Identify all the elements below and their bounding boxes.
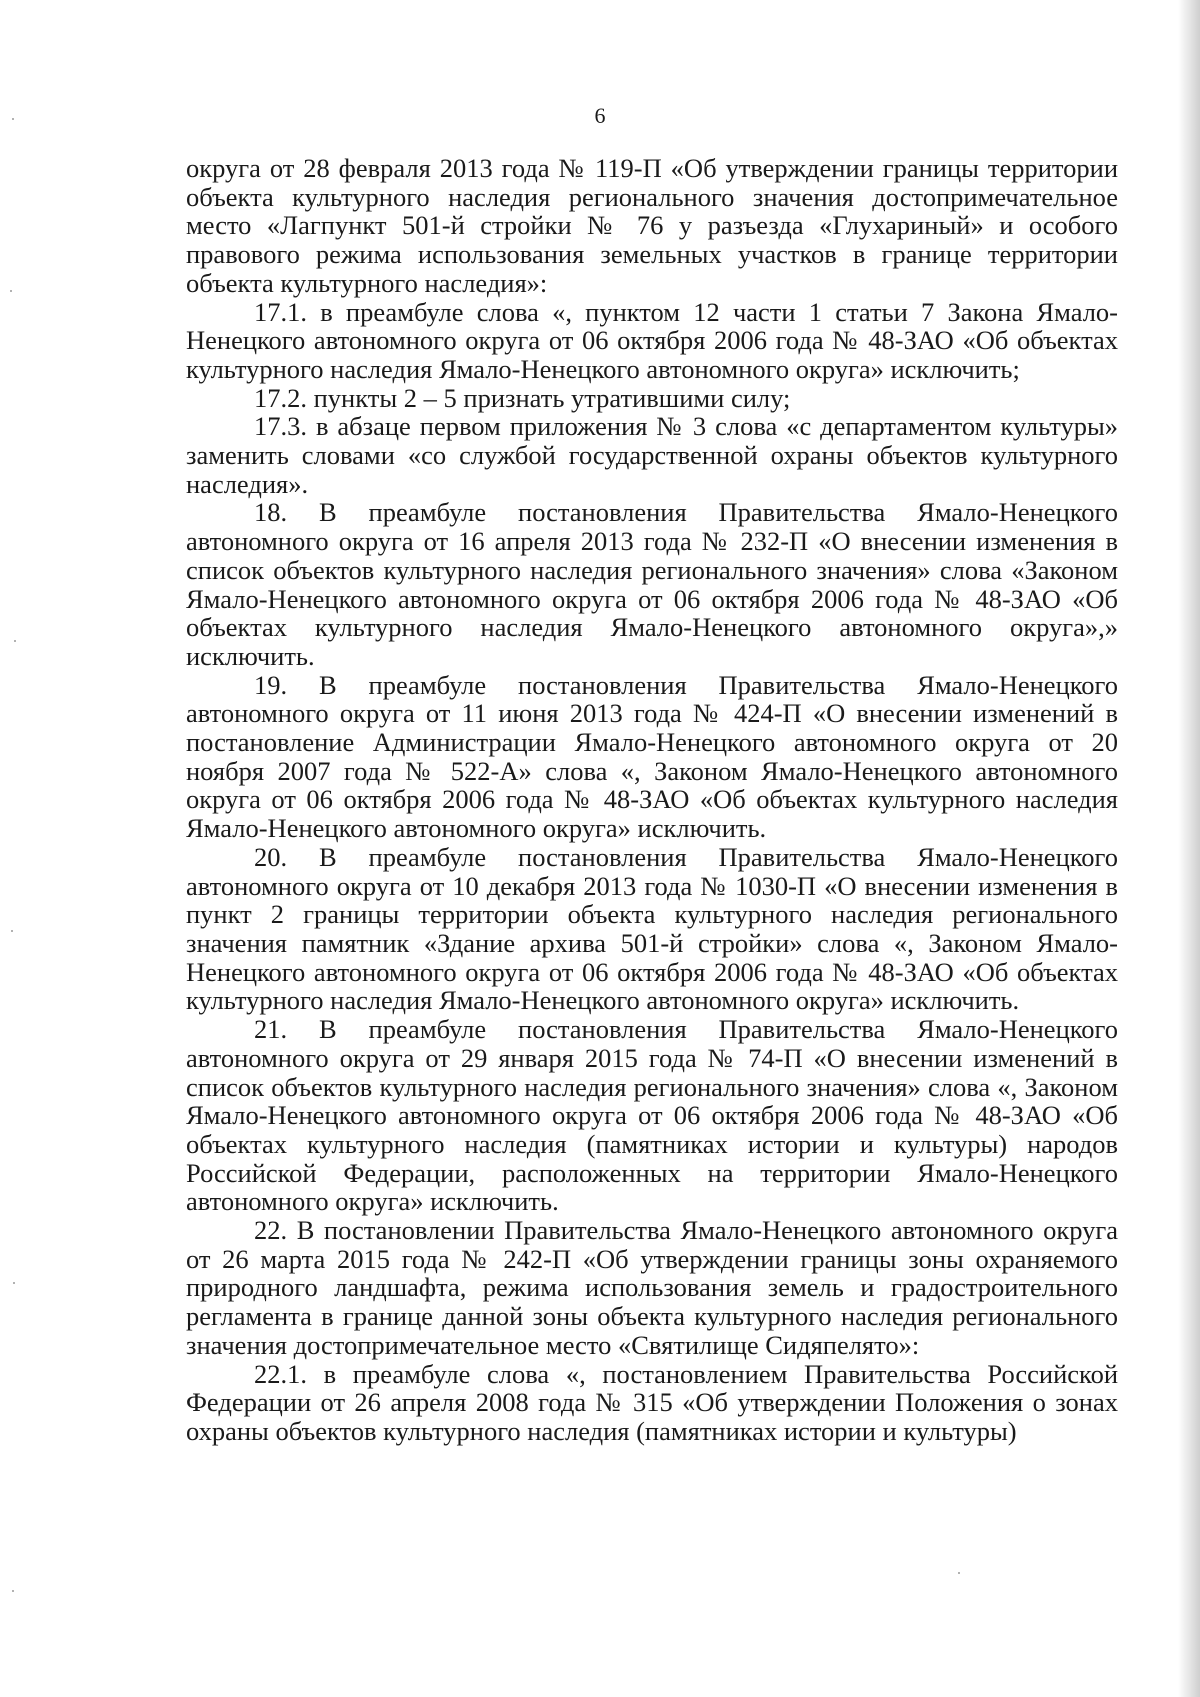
scan-speck — [958, 1572, 960, 1574]
scan-speck — [11, 930, 13, 932]
scan-speck — [14, 640, 16, 642]
paragraph-19: 19. В преамбуле постановления Правительства Ямало-Ненецкого автономного округа от 11 июня 2013 года № 424-П «О внесении изменений в постановление Администрации Ямало-Ненецкого автономного округа от 20 ноября 2007 года № 522-А» слова «, Законом Ямало-Ненецкого автономного округа от 06 октября 2006 года № 48-ЗАО «Об объектах культурного наследия Ямало-Ненецкого автономного округа» исключить. — [186, 669, 1118, 844]
paragraph-17-1: 17.1. в преамбуле слова «, пунктом 12 части 1 статьи 7 Закона Ямало-Ненецкого автономного округа от 06 октября 2006 года № 48-ЗАО «Об объектах культурного наследия Ямало-Ненецкого автономного округа» исключить; — [186, 296, 1118, 384]
paragraph-22: 22. В постановлении Правительства Ямало-Ненецкого автономного округа от 26 марта 2015 года № 242-П «Об утверждении границы зоны охраняемого природного ландшафта, режима использования земель и градостроительного регламента в границе данной зоны объекта культурного наследия регионального значения достопримечательное место «Святилище Сидяпелято»: — [186, 1215, 1118, 1360]
paragraph-17-2: 17.2. пункты 2 – 5 признать утратившими силу; — [254, 382, 791, 413]
scan-speck — [13, 1282, 15, 1284]
paragraph-20: 20. В преамбуле постановления Правительства Ямало-Ненецкого автономного округа от 10 декабря 2013 года № 1030-П «О внесении изменения в пункт 2 границы территории объекта культурного наследия регионального значения памятник «Здание архива 501-й стройки» слова «, Законом Ямало-Ненецкого автономного округа от 06 октября 2006 года № 48-ЗАО «Об объектах культурного наследия Ямало-Ненецкого автономного округа» исключить. — [186, 841, 1118, 1016]
paragraph-17-3: 17.3. в абзаце первом приложения № 3 слова «с департаментом культуры» заменить словами «со службой государственной охраны объектов культурного наследия». — [186, 411, 1118, 499]
page-number: 6 — [594, 103, 606, 128]
document-body — [186, 154, 1118, 1446]
scan-edge-shadow — [1178, 0, 1200, 1697]
scan-speck — [10, 290, 12, 292]
paragraph-21: 21. В преамбуле постановления Правительства Ямало-Ненецкого автономного округа от 29 января 2015 года № 74-П «О внесении изменений в список объектов культурного наследия регионального значения» слова «, Законом Ямало-Ненецкого автономного округа от 06 октября 2006 года № 48-ЗАО «Об объектах культурного наследия (памятниках истории и культуры) народов Российской Федерации, расположенных на территории Ямало-Ненецкого автономного округа» исключить. — [186, 1014, 1118, 1217]
paragraph-22-1: 22.1. в преамбуле слова «, постановлением Правительства Российской Федерации от 26 апреля 2008 года № 315 «Об утверждении Положения о зонах охраны объектов культурного наследия (памятниках истории и культуры) — [186, 1358, 1118, 1446]
scan-speck — [12, 1590, 14, 1592]
paragraph-continuation: округа от 28 февраля 2013 года № 119-П «Об утверждении границы территории объекта культурного наследия регионального значения достопримечательное место «Лагпункт 501-й стройки № 76 у разъезда «Глухариный» и особого правового режима использования земельных участков в границе территории объекта культурного наследия»: — [186, 153, 1118, 298]
paragraph-18: 18. В преамбуле постановления Правительства Ямало-Ненецкого автономного округа от 16 апреля 2013 года № 232-П «О внесении изменения в список объектов культурного наследия регионального значения» слова «Законом Ямало-Ненецкого автономного округа от 06 октября 2006 года № 48-ЗАО «Об объектах культурного наследия Ямало-Ненецкого автономного округа»,» исключить. — [186, 497, 1118, 671]
